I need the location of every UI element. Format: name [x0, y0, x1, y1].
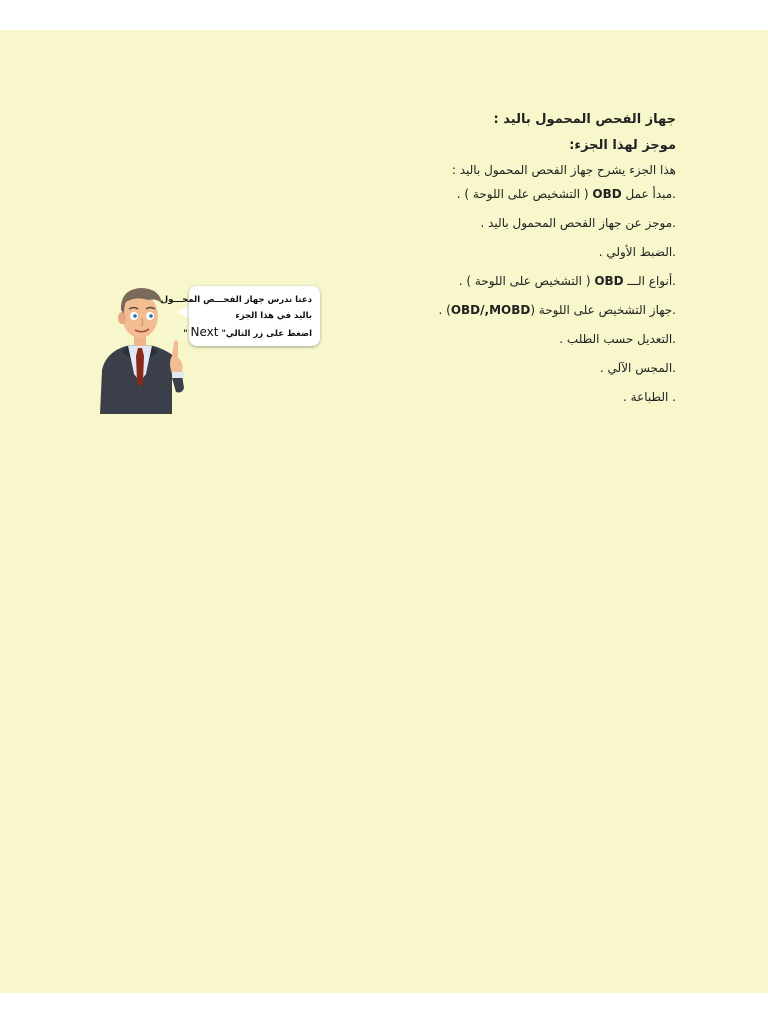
next-hint: Next	[190, 325, 219, 339]
list-item: .جهاز التشخيص على اللوحة (OBD/,MOBD) .	[438, 303, 676, 317]
speech-bubble	[160, 286, 320, 346]
bubble-line-2: باليد في هذا الجزء	[235, 311, 312, 321]
section-intro: هذا الجزء يشرح جهاز الفحص المحمول باليد :	[451, 163, 676, 177]
list-item: .مبدأ عمل OBD ( التشخيص على اللوحة ) .	[456, 187, 676, 201]
bubble-line-1: دعنا ندرس جهاز الفحـــص المحـــول	[160, 295, 312, 305]
section-summary-heading: موجز لهذا الجزء:	[569, 138, 676, 153]
list-item: .أنواع الـــ OBD ( التشخيص على اللوحة ) .	[458, 274, 676, 288]
bubble-line-3: اضغط على زر التالي" Next "	[183, 325, 312, 339]
list-item: . الطباعة .	[623, 390, 676, 404]
list-item: .المجس الآلي .	[599, 361, 676, 375]
section-title: جهاز الفحص المحمول باليد :	[493, 112, 676, 127]
section-content	[296, 112, 676, 418]
document-page	[0, 30, 768, 993]
list-item: .موجز عن جهاز الفحص المحمول باليد .	[480, 216, 676, 230]
list-item: .التعديل حسب الطلب .	[559, 332, 676, 346]
topic-list	[296, 186, 676, 418]
list-item: .الضبط الأولي .	[598, 245, 676, 259]
